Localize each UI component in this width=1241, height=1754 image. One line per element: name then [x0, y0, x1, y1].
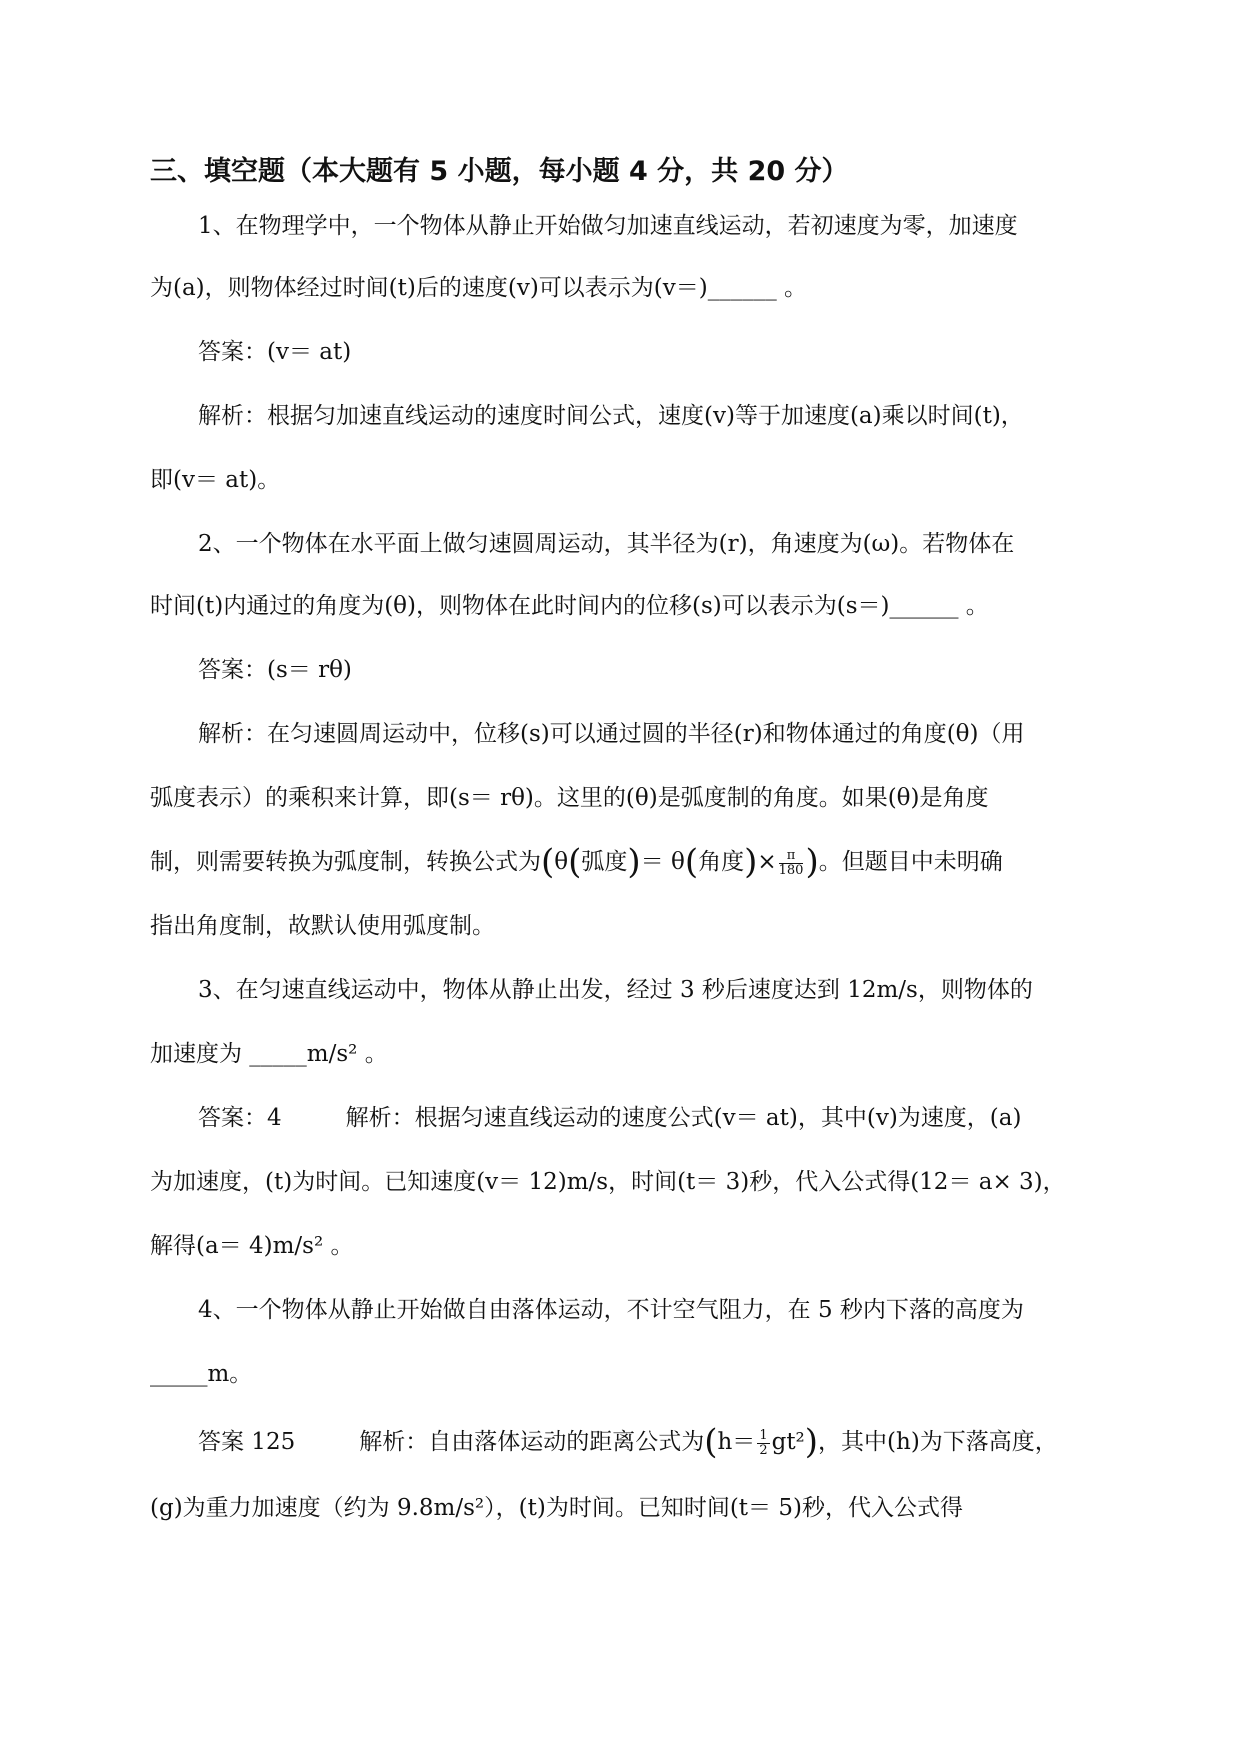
- one-half-fraction: [757, 1429, 769, 1458]
- formula-gt-squared: gt²: [771, 1429, 805, 1455]
- formula-open-paren: (: [704, 1422, 718, 1462]
- q1-analysis-1: 解析：根据匀加速直线运动的速度时间公式，速度(v)等于加速度(a)乘以时间(t)，: [198, 403, 1024, 429]
- fraction-denominator: 2: [759, 1442, 768, 1458]
- formula-times: ×: [757, 849, 777, 875]
- formula-close-paren: ): [805, 842, 819, 882]
- formula-open-paren: (: [568, 842, 582, 882]
- q2-analysis-3-text: 制，则需要转换为弧度制，转换公式为: [150, 849, 541, 875]
- formula-open-paren: (: [541, 842, 555, 882]
- q3-analysis-3: 解得(a＝ 4)m/s² 。: [150, 1233, 354, 1259]
- formula-close-paren: ): [744, 842, 758, 882]
- q3-answer: 答案：4: [198, 1105, 282, 1131]
- q4-line-2: _____m。: [150, 1361, 253, 1387]
- q2-analysis-3-tail: 。但题目中未明确: [818, 849, 1003, 875]
- section-heading: 三、填空题（本大题有 5 小题，每小题 4 分，共 20 分）: [150, 156, 849, 187]
- q2-line-1: 2、一个物体在水平面上做匀速圆周运动，其半径为(r)，角速度为(ω)。若物体在: [198, 531, 1015, 557]
- q4-analysis-2: (g)为重力加速度（约为 9.8m/s²），(t)为时间。已知时间(t＝ 5)秒，代入公式得: [150, 1495, 963, 1521]
- q4-line-1: 4、一个物体从静止开始做自由落体运动，不计空气阻力，在 5 秒内下落的高度为: [198, 1297, 1024, 1323]
- q1-answer: 答案：(v＝ at): [198, 339, 352, 365]
- pi-over-180-fraction: [779, 849, 804, 878]
- formula-open-paren: (: [684, 842, 699, 882]
- formula-close-paren: ): [804, 1422, 819, 1462]
- formula-degree: 角度: [698, 849, 745, 875]
- q2-answer: 答案：(s＝ rθ): [198, 657, 352, 683]
- q1-analysis-2: 即(v＝ at)。: [150, 467, 281, 493]
- q4-answer-line: [198, 1420, 1058, 1464]
- q2-line-2: 时间(t)内通过的角度为(θ)，则物体在此时间内的位移(s)可以表示为(s＝)______ 。: [150, 593, 989, 619]
- fraction-numerator: 1: [759, 1427, 768, 1443]
- formula-radian: 弧度: [581, 849, 628, 875]
- q2-analysis-2: 弧度表示）的乘积来计算，即(s＝ rθ)。这里的(θ)是弧度制的角度。如果(θ)是角度: [150, 785, 989, 811]
- q4-analysis-1-text: 解析：自由落体运动的距离公式为: [359, 1429, 705, 1455]
- q4-answer: 答案 125: [198, 1429, 296, 1455]
- formula-theta: θ: [554, 849, 569, 875]
- formula-equals-theta: ＝ θ: [640, 849, 685, 875]
- q3-line-1: 3、在匀速直线运动中，物体从静止出发，经过 3 秒后速度达到 12m/s，则物体的: [198, 977, 1033, 1003]
- q2-analysis-1: 解析：在匀速圆周运动中，位移(s)可以通过圆的半径(r)和物体通过的角度(θ)（用: [198, 721, 1025, 747]
- q1-line-1: 1、在物理学中，一个物体从静止开始做匀加速直线运动，若初速度为零，加速度: [198, 213, 1018, 239]
- fraction-denominator: 180: [778, 862, 804, 878]
- q4-analysis-1-tail: ，其中(h)为下落高度，: [818, 1429, 1058, 1455]
- q1-line-2: 为(a)，则物体经过时间(t)后的速度(v)可以表示为(v＝)______ 。: [150, 275, 808, 301]
- q2-analysis-3: [150, 840, 1003, 884]
- formula-h-equals: h＝: [717, 1429, 756, 1455]
- q3-answer-line: [198, 1096, 1021, 1140]
- q3-line-2: 加速度为 _____m/s² 。: [150, 1041, 388, 1067]
- q2-analysis-4: 指出角度制，故默认使用弧度制。: [150, 913, 495, 939]
- q3-analysis-1: 解析：根据匀速直线运动的速度公式(v＝ at)，其中(v)为速度，(a): [345, 1105, 1022, 1131]
- fraction-numerator: π: [779, 849, 804, 864]
- formula-close-paren: ): [627, 842, 641, 882]
- q3-analysis-2: 为加速度，(t)为时间。已知速度(v＝ 12)m/s，时间(t＝ 3)秒，代入公式得(12＝ a× 3)，: [150, 1169, 1066, 1195]
